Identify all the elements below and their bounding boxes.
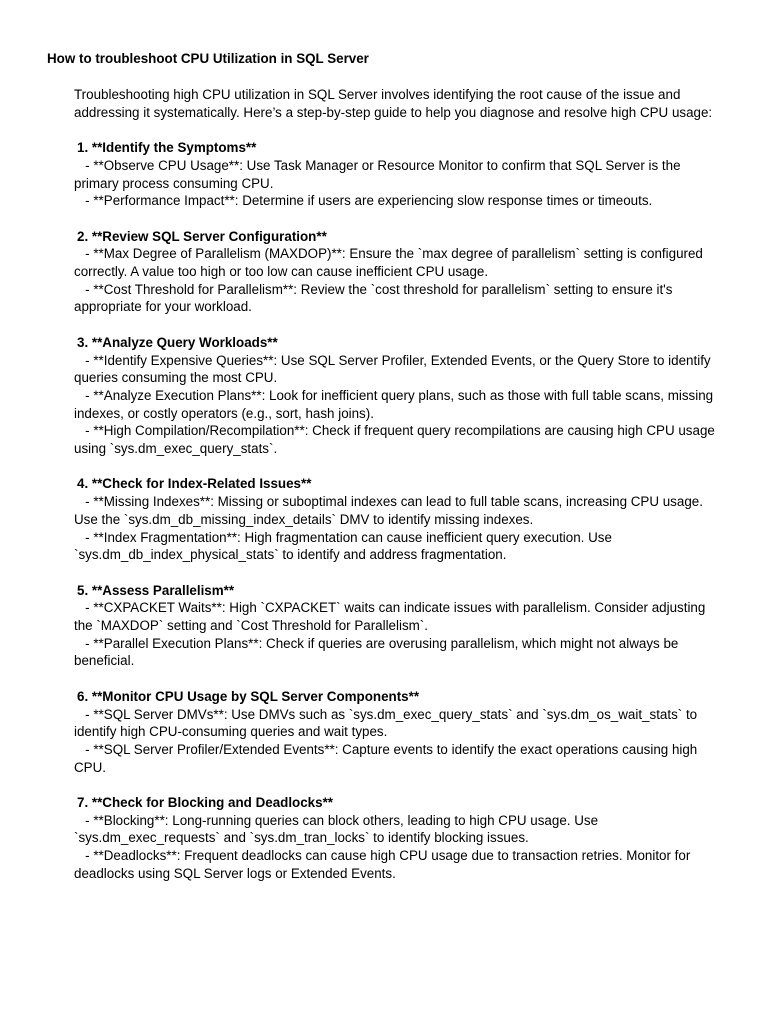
section-4 (74, 475, 724, 564)
bullet-text: **SQL Server DMVs**: Use DMVs such as `sys.dm_exec_query_stats` and `sys.dm_os_wait_stats` to identify high CPU-consuming queries and wait types. (74, 706, 698, 740)
bullet-text: **Deadlocks**: Frequent deadlocks can cause high CPU usage due to transaction retries. Monitor for deadlocks using SQL Server logs or Extended Events. (74, 848, 691, 881)
bullet-item (74, 599, 724, 634)
bullet-text: **Missing Indexes**: Missing or suboptimal indexes can lead to full table scans, increasing CPU usage. Use the `sys.dm_db_missing_index_details` DMV to identify missing indexes. (74, 494, 703, 527)
section-heading: 3. **Analyze Query Workloads** (77, 334, 278, 350)
section-3 (74, 334, 724, 458)
bullet-dash: - (74, 741, 94, 757)
section-7 (74, 794, 724, 883)
bullet-dash: - (74, 494, 94, 510)
bullet-item (74, 529, 724, 564)
section-heading: 6. **Monitor CPU Usage by SQL Server Components** (77, 688, 420, 704)
bullet-dash: - (74, 635, 94, 651)
section-heading: 2. **Review SQL Server Configuration** (77, 228, 327, 244)
bullet-item (74, 847, 724, 882)
bullet-text: **Blocking**: Long-running queries can block others, leading to high CPU usage. Use `sys.dm_exec_requests` and `sys.dm_tran_locks` to identify blocking issues. (74, 812, 599, 846)
section-6 (74, 688, 724, 777)
section-heading: 1. **Identify the Symptoms** (77, 140, 257, 156)
section-heading: 4. **Check for Index-Related Issues** (77, 476, 312, 492)
sections-list (74, 139, 724, 882)
bullet-dash: - (74, 246, 94, 262)
section-2 (74, 228, 724, 317)
bullet-item (74, 493, 724, 528)
bullet-text: **Cost Threshold for Parallelism**: Review the `cost threshold for parallelism` setting to ensure it's appropriate for your workload. (74, 281, 673, 315)
bullet-dash: - (74, 529, 94, 545)
bullet-dash: - (74, 812, 94, 828)
bullet-dash: - (74, 706, 94, 722)
bullet-text: **High Compilation/Recompilation**: Check if frequent query recompilations are causing high CPU usage using `sys.dm_exec_query_stats`. (74, 423, 715, 457)
section-5 (74, 582, 724, 671)
bullet-dash: - (74, 387, 94, 403)
bullet-dash: - (74, 157, 94, 173)
bullet-text: **Observe CPU Usage**: Use Task Manager or Resource Monitor to confirm that SQL Server is the primary process consuming CPU. (74, 157, 681, 191)
bullet-text: **Max Degree of Parallelism (MAXDOP)**: Ensure the `max degree of parallelism` setting is configured correctly. A value too high or too low can cause inefficient CPU usage. (74, 246, 703, 279)
bullet-item (74, 352, 724, 387)
bullet-text: **SQL Server Profiler/Extended Events**: Capture events to identify the exact operations causing high CPU. (74, 741, 698, 775)
bullet-text: **Performance Impact**: Determine if users are experiencing slow response times or timeouts. (93, 193, 653, 209)
bullet-dash: - (74, 193, 94, 209)
document-body (74, 86, 724, 883)
bullet-dash: - (74, 281, 94, 297)
section-1 (74, 139, 724, 210)
bullet-dash: - (74, 423, 94, 439)
bullet-text: **Identify Expensive Queries**: Use SQL Server Profiler, Extended Events, or the Query Store to identify queries consuming the most CPU. (74, 352, 711, 386)
bullet-text: **Parallel Execution Plans**: Check if queries are overusing parallelism, which might not always be beneficial. (74, 635, 679, 669)
bullet-item (74, 812, 724, 847)
bullet-item (74, 245, 724, 280)
bullet-item (74, 281, 724, 316)
section-heading: 5. **Assess Parallelism** (77, 582, 235, 598)
bullet-item (74, 157, 724, 192)
intro-paragraph: Troubleshooting high CPU utilization in SQL Server involves identifying the root cause of the issue and addressing it systematically. Here’s a step-by-step guide to help you diagnose and resolve high CPU usage: (74, 87, 713, 120)
bullet-dash: - (74, 352, 94, 368)
bullet-dash: - (74, 848, 94, 864)
bullet-item (74, 635, 724, 670)
bullet-text: **Index Fragmentation**: High fragmentation can cause inefficient query execution. Use `sys.dm_db_index_physical_stats` to identify and address fragmentation. (74, 529, 612, 563)
bullet-text: **CXPACKET Waits**: High `CXPACKET` waits can indicate issues with parallelism. Consider adjusting the `MAXDOP` setting and `Cost Threshold for Parallelism`. (74, 600, 706, 634)
bullet-item (74, 422, 724, 457)
bullet-item (74, 741, 724, 776)
bullet-item (74, 387, 724, 422)
bullet-dash: - (74, 600, 94, 616)
document-title: How to troubleshoot CPU Utilization in SQL Server (47, 51, 369, 66)
section-heading: 7. **Check for Blocking and Deadlocks** (77, 795, 333, 811)
bullet-text: **Analyze Execution Plans**: Look for inefficient query plans, such as those with full table scans, missing indexes, or costly operators (e.g., sort, hash joins). (74, 387, 714, 421)
bullet-item (74, 192, 724, 210)
bullet-item (74, 706, 724, 741)
